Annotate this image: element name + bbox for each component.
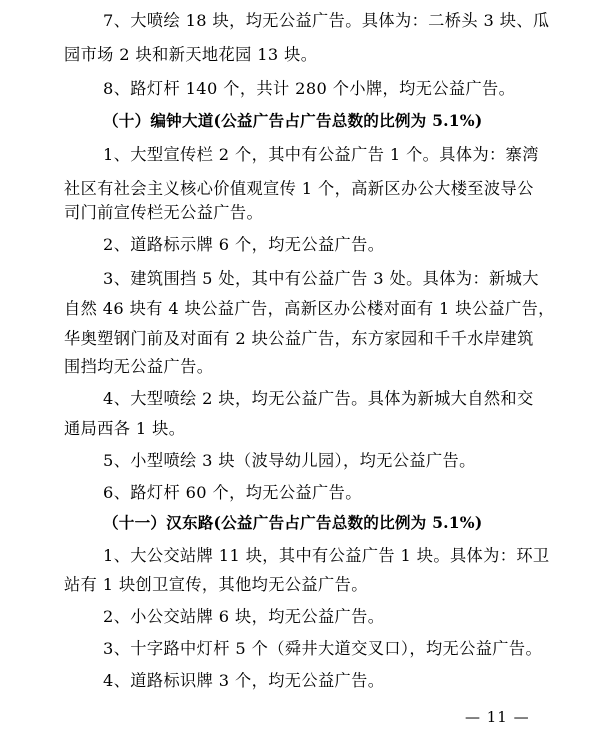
text-line-2: 园市场 2 块和新天地花园 13 块。 bbox=[64, 45, 318, 64]
text-line-21: 3、十字路中灯杆 5 个（舜井大道交叉口），均无公益广告。 bbox=[103, 639, 543, 658]
text-line-15: 5、小型喷绘 3 块（波导幼儿园），均无公益广告。 bbox=[103, 451, 476, 470]
text-line-11: 华奥塑钢门前及对面有 2 块公益广告，东方家园和千千水岸建筑 bbox=[64, 329, 534, 348]
text-line-22: 4、道路标识牌 3 个，均无公益广告。 bbox=[103, 671, 385, 690]
text-line-9: 3、建筑围挡 5 处，其中有公益广告 3 处。具体为：新城大 bbox=[103, 269, 539, 288]
text-line-8: 2、道路标示牌 6 个，均无公益广告。 bbox=[103, 235, 385, 254]
text-line-14: 通局西各 1 块。 bbox=[64, 419, 186, 438]
text-line-10: 自然 46 块有 4 块公益广告，高新区办公楼对面有 1 块公益广告， bbox=[64, 299, 555, 318]
text-line-6: 社区有社会主义核心价值观宣传 1 个，高新区办公大楼至波导公 bbox=[64, 179, 534, 198]
text-line-16: 6、路灯杆 60 个，均无公益广告。 bbox=[103, 483, 362, 502]
section-heading-10: （十）编钟大道(公益广告占广告总数的比例为 5.1%) bbox=[103, 111, 483, 130]
text-line-20: 2、小公交站牌 6 块，均无公益广告。 bbox=[103, 607, 385, 626]
text-line-5: 1、大型宣传栏 2 个，其中有公益广告 1 个。具体为：寨湾 bbox=[103, 145, 539, 164]
text-line-19: 站有 1 块创卫宣传，其他均无公益广告。 bbox=[64, 575, 368, 594]
text-line-7: 司门前宣传栏无公益广告。 bbox=[64, 203, 264, 222]
text-line-18: 1、大公交站牌 11 块，其中有公益广告 1 块。具体为：环卫 bbox=[103, 546, 550, 565]
section-heading-11: （十一）汉东路(公益广告占广告总数的比例为 5.1%) bbox=[103, 513, 483, 532]
text-line-13: 4、大型喷绘 2 块，均无公益广告。具体为新城大自然和交 bbox=[103, 389, 534, 408]
text-line-3: 8、路灯杆 140 个，共计 280 个小牌，均无公益广告。 bbox=[103, 79, 516, 98]
page-number: — 11 — bbox=[465, 708, 530, 726]
text-line-12: 围挡均无公益广告。 bbox=[64, 357, 214, 376]
text-line-1: 7、大喷绘 18 块，均无公益广告。具体为：二桥头 3 块、瓜 bbox=[103, 11, 550, 30]
